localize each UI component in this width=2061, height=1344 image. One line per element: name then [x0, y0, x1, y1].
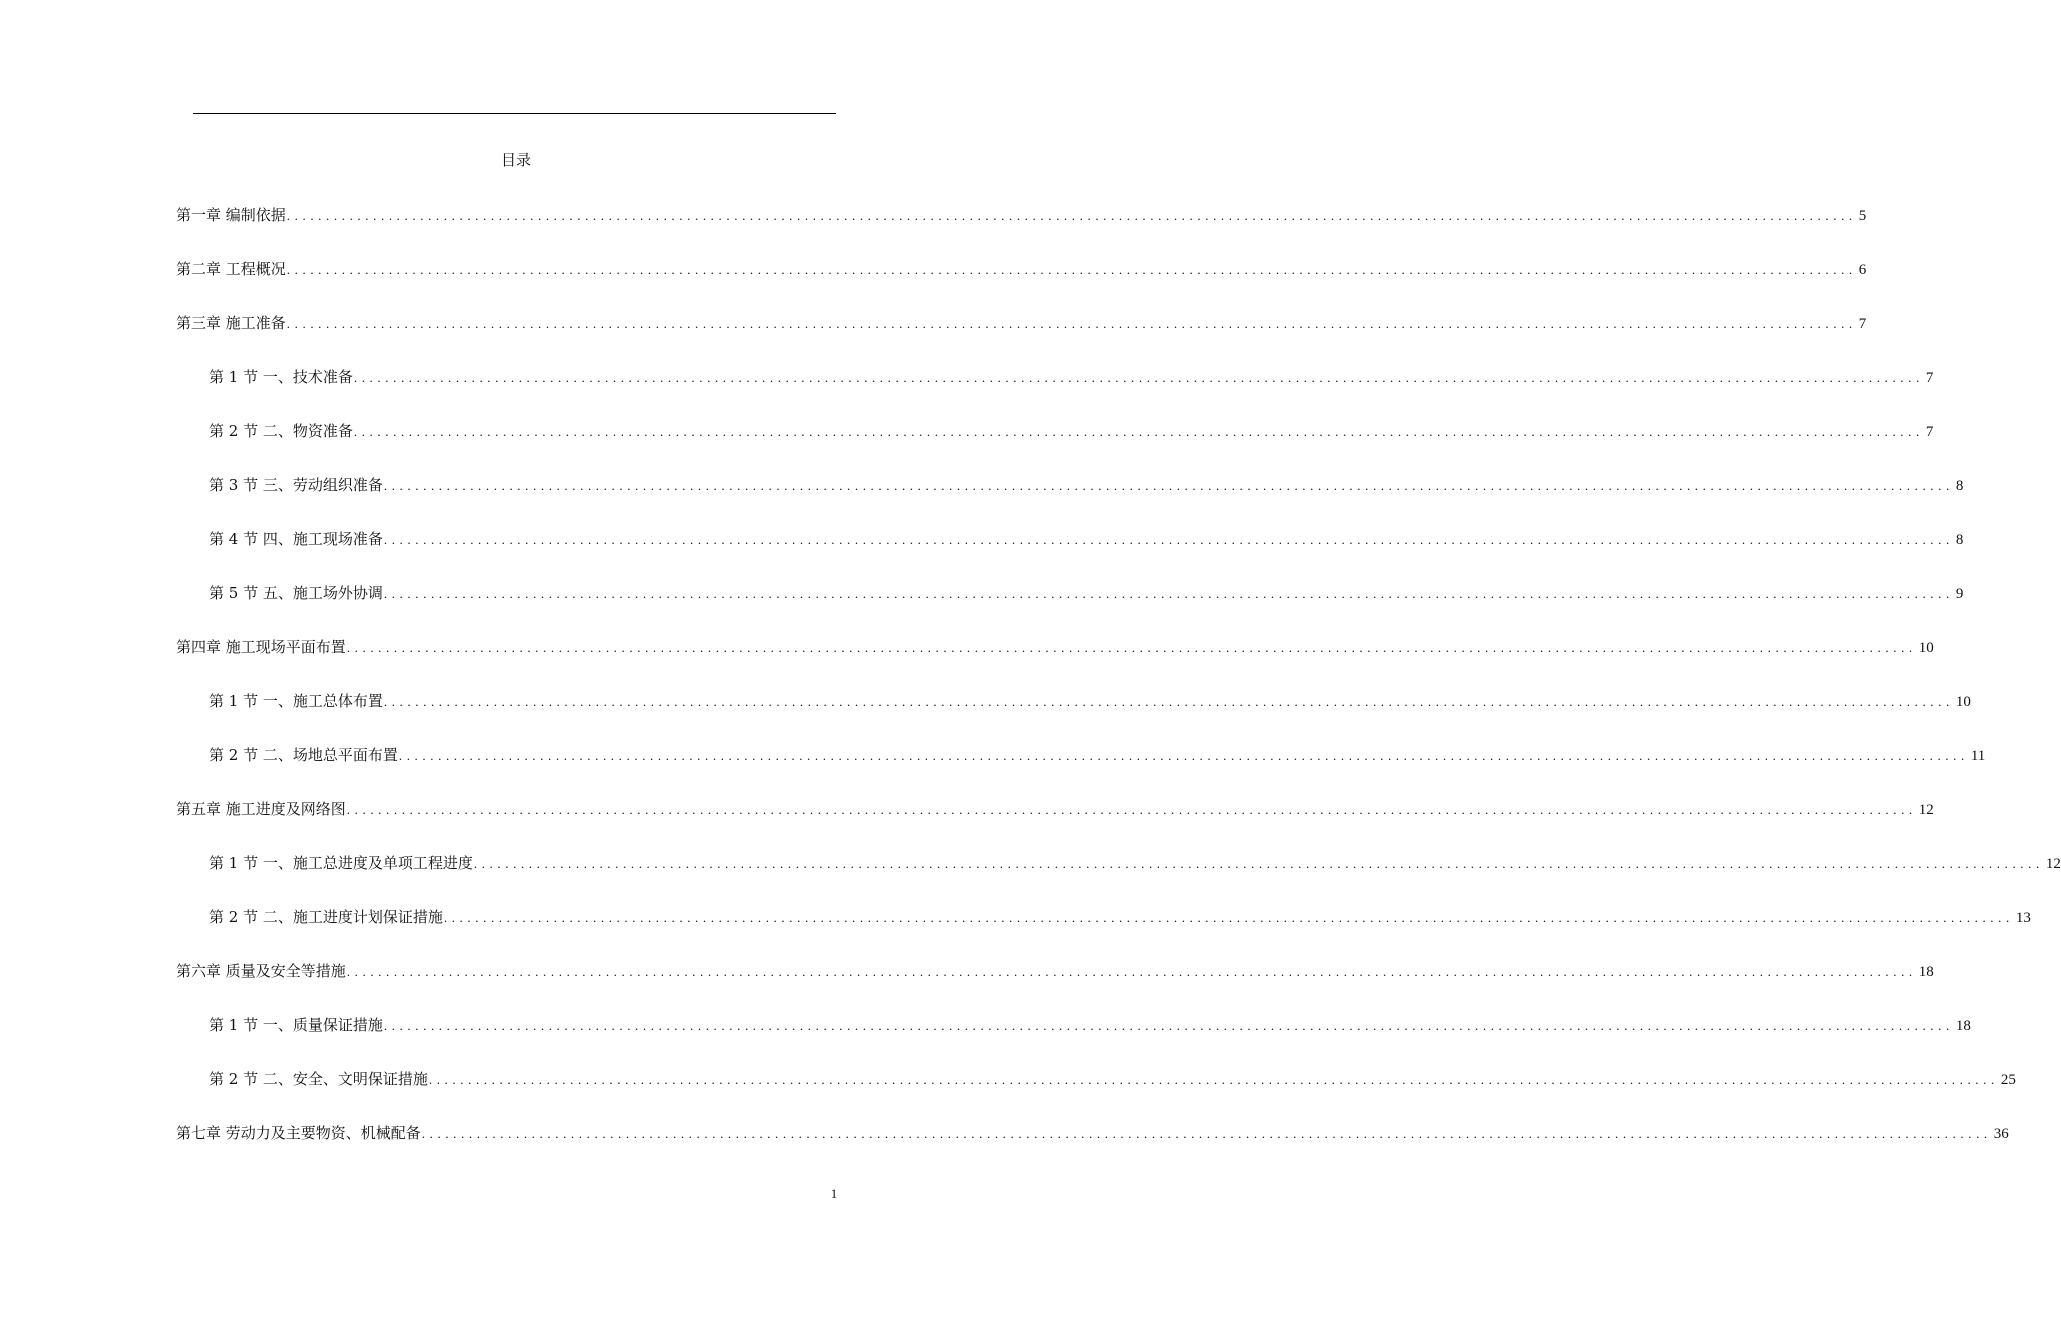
toc-entry[interactable]	[176, 797, 1934, 821]
toc-entry-label: 第 2 节 二、物资准备	[209, 422, 353, 440]
toc-entry[interactable]	[209, 365, 1934, 389]
toc-entry[interactable]	[209, 581, 1964, 605]
toc-entry[interactable]	[209, 419, 1934, 443]
toc-entry[interactable]	[176, 203, 1867, 227]
toc-entry[interactable]	[209, 743, 1986, 767]
toc-entry[interactable]	[209, 851, 2061, 875]
toc-entry-page: 36	[1993, 1126, 2009, 1142]
toc-entry-page: 18	[1955, 1018, 1971, 1034]
toc-entry-label: 第 1 节 一、施工总进度及单项工程进度	[209, 854, 473, 872]
toc-entry-label: 第六章 质量及安全等措施	[176, 962, 346, 980]
toc-entry-label: 第 1 节 一、施工总体布置	[209, 692, 383, 710]
toc-leader-dots: ........................................................................................................................................................................................................	[473, 856, 2044, 871]
toc-entry-page: 7	[1858, 316, 1867, 332]
toc-leader-dots: ........................................................................................................................................................................................................	[286, 262, 1857, 277]
toc-entry-page: 8	[1955, 478, 1964, 494]
toc-entry-page: 8	[1955, 532, 1964, 548]
toc-entry[interactable]	[209, 527, 1964, 551]
toc-leader-dots: ........................................................................................................................................................................................................	[398, 748, 1969, 763]
toc-title: 目录	[500, 151, 531, 169]
toc-leader-dots: ........................................................................................................................................................................................................	[421, 1126, 1992, 1141]
toc-entry[interactable]	[209, 1067, 2016, 1091]
toc-entry-page: 25	[2000, 1072, 2016, 1088]
toc-entry-page: 5	[1858, 208, 1867, 224]
toc-leader-dots: ........................................................................................................................................................................................................	[346, 964, 1917, 979]
toc-entry-page: 6	[1858, 262, 1867, 278]
toc-leader-dots: ........................................................................................................................................................................................................	[428, 1072, 1999, 1087]
toc-leader-dots: ........................................................................................................................................................................................................	[346, 640, 1917, 655]
toc-entry-page: 12	[2045, 856, 2061, 872]
toc-entry-label: 第 3 节 三、劳动组织准备	[209, 476, 383, 494]
toc-leader-dots: ........................................................................................................................................................................................................	[286, 208, 1857, 223]
toc-entry[interactable]	[176, 959, 1934, 983]
toc-entry-label: 第四章 施工现场平面布置	[176, 638, 346, 656]
toc-entry-label: 第七章 劳动力及主要物资、机械配备	[176, 1124, 421, 1142]
toc-entry-page: 11	[1970, 748, 1986, 764]
toc-entry-label: 第 1 节 一、质量保证措施	[209, 1016, 383, 1034]
toc-entry-label: 第 1 节 一、技术准备	[209, 368, 353, 386]
toc-entry-label: 第一章 编制依据	[176, 206, 286, 224]
toc-entry[interactable]	[209, 473, 1964, 497]
toc-leader-dots: ........................................................................................................................................................................................................	[383, 532, 1954, 547]
toc-entry[interactable]	[176, 1121, 2009, 1145]
toc-entry-page: 9	[1955, 586, 1964, 602]
toc-entry[interactable]	[209, 1013, 1971, 1037]
toc-entry[interactable]	[176, 257, 1867, 281]
toc-entry-label: 第三章 施工准备	[176, 314, 286, 332]
toc-entry-page: 13	[2015, 910, 2031, 926]
toc-entry-label: 第 2 节 二、场地总平面布置	[209, 746, 398, 764]
toc-leader-dots: ........................................................................................................................................................................................................	[346, 802, 1917, 817]
toc-entry-label: 第 5 节 五、施工场外协调	[209, 584, 383, 602]
toc-leader-dots: ........................................................................................................................................................................................................	[286, 316, 1857, 331]
toc-entry-page: 18	[1918, 964, 1934, 980]
toc-entry-label: 第二章 工程概况	[176, 260, 286, 278]
toc-entry[interactable]	[209, 905, 2031, 929]
toc-entry-label: 第五章 施工进度及网络图	[176, 800, 346, 818]
toc-leader-dots: ........................................................................................................................................................................................................	[383, 586, 1954, 601]
toc-entry-page: 10	[1955, 694, 1971, 710]
toc-entry[interactable]	[176, 635, 1934, 659]
toc-leader-dots: ........................................................................................................................................................................................................	[353, 424, 1924, 439]
toc-entry[interactable]	[176, 311, 1867, 335]
toc-leader-dots: ........................................................................................................................................................................................................	[443, 910, 2014, 925]
toc-leader-dots: ........................................................................................................................................................................................................	[383, 1018, 1954, 1033]
toc-leader-dots: ........................................................................................................................................................................................................	[383, 694, 1954, 709]
toc-entry[interactable]	[209, 689, 1971, 713]
toc-entry-label: 第 2 节 二、施工进度计划保证措施	[209, 908, 443, 926]
toc-entry-label: 第 2 节 二、安全、文明保证措施	[209, 1070, 428, 1088]
toc-entry-page: 12	[1918, 802, 1934, 818]
toc-leader-dots: ........................................................................................................................................................................................................	[353, 370, 1924, 385]
toc-entry-page: 7	[1925, 424, 1934, 440]
toc-leader-dots: ........................................................................................................................................................................................................	[383, 478, 1954, 493]
toc-entry-page: 10	[1918, 640, 1934, 656]
toc-entry-page: 7	[1925, 370, 1934, 386]
toc-entry-label: 第 4 节 四、施工现场准备	[209, 530, 383, 548]
page-number: 1	[830, 1186, 838, 1201]
